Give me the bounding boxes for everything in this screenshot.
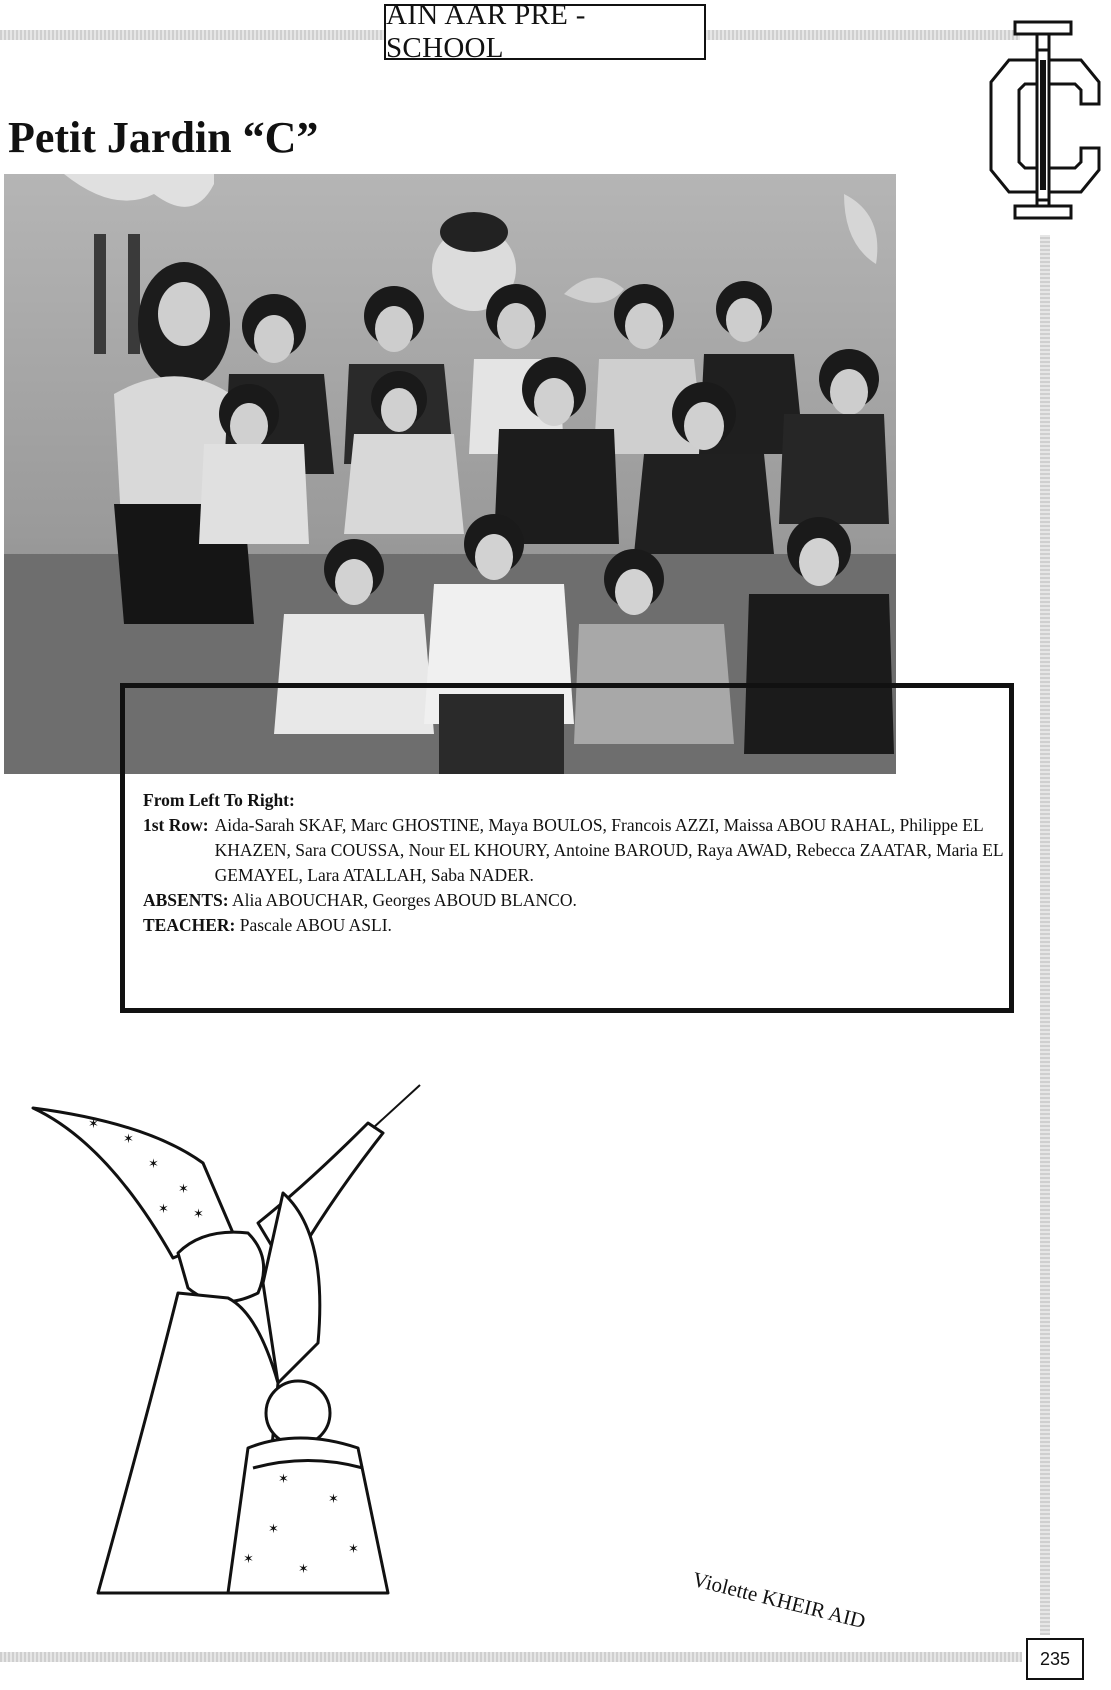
wizard-illustration (28, 1083, 428, 1613)
page-number-value: 235 (1039, 1648, 1071, 1669)
svg-text:✶: ✶ (298, 1562, 309, 1577)
caption-absents (143, 888, 1003, 913)
page-number (1026, 1638, 1084, 1680)
teacher-name: Pascale ABOU ASLI. (239, 915, 392, 935)
svg-text:✶: ✶ (348, 1542, 359, 1557)
svg-text:✶: ✶ (88, 1117, 99, 1132)
caption-row (143, 813, 1003, 888)
teacher-label: TEACHER: (143, 915, 236, 935)
svg-text:✶: ✶ (178, 1182, 189, 1197)
caption-intro: From Left To Right: (143, 790, 295, 810)
svg-text:✶: ✶ (328, 1492, 339, 1507)
photo-caption (143, 788, 1003, 938)
college-logo-icon (985, 20, 1103, 230)
caption-row-names: Aida-Sarah SKAF, Marc GHOSTINE, Maya BOULOS, Francois AZZI, Maissa ABOU RAHAL, Philippe EL KHAZEN, Sara COUSSA, Nour EL KHOURY, Antoine BAROUD, Raya AWAD, Rebecca ZAATAR, Maria EL GEMAYEL, Lara ATALLAH, Saba NADER. (214, 815, 1003, 885)
illustrator-signature: Violette KHEIR AID (690, 1567, 868, 1634)
right-rule (1040, 235, 1050, 1635)
svg-text:✶: ✶ (243, 1552, 254, 1567)
bottom-rule (0, 1652, 1022, 1662)
absents-label: ABSENTS: (143, 890, 229, 910)
page-title: Petit Jardin “C” (8, 113, 319, 162)
svg-text:✶: ✶ (268, 1522, 279, 1537)
section-header (384, 0, 706, 64)
caption-teacher (143, 913, 1003, 938)
svg-text:✶: ✶ (193, 1207, 204, 1222)
svg-text:✶: ✶ (278, 1472, 289, 1487)
caption-row-label: 1st Row: (143, 815, 209, 835)
section-label: AIN AAR PRE - SCHOOL (386, 0, 586, 64)
svg-text:✶: ✶ (123, 1132, 134, 1147)
absents-names: Alia ABOUCHAR, Georges ABOUD BLANCO. (232, 890, 577, 910)
svg-text:✶: ✶ (148, 1157, 159, 1172)
svg-text:✶: ✶ (158, 1202, 169, 1217)
